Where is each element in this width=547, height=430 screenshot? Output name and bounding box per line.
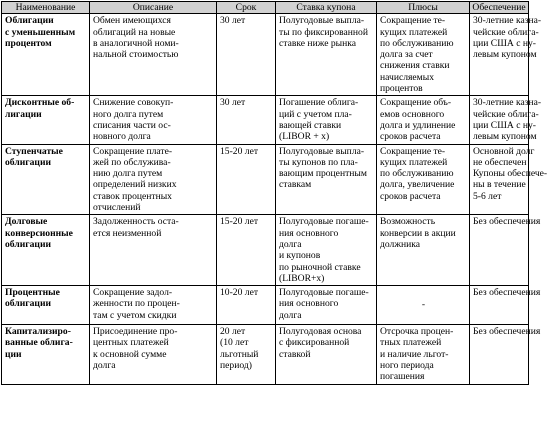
cell-line: - xyxy=(421,299,426,311)
cell-line: (10 лет xyxy=(220,337,249,349)
cell-term xyxy=(217,215,276,286)
cell-line: 30-летние казна- xyxy=(473,97,542,109)
cell-line: долга за счет xyxy=(380,49,433,61)
cell-line: долга xyxy=(93,360,116,372)
cell-line: ставкой xyxy=(279,348,311,360)
cell-line: льготный xyxy=(220,348,259,360)
cell-coupon xyxy=(276,14,377,96)
cell-line: чейские облига- xyxy=(473,26,539,38)
cell-line: нальной стоимостью xyxy=(93,49,179,61)
cell-line: Возможность xyxy=(380,216,436,228)
cell-line: и купонов xyxy=(279,250,321,262)
table-row xyxy=(2,144,529,215)
cell-line: определений низких xyxy=(93,179,177,191)
cell-line: ния основного xyxy=(279,298,339,310)
cell-term xyxy=(217,96,276,144)
cell-pros xyxy=(377,286,470,325)
cell-line: левым купоном xyxy=(473,131,537,143)
cell-line: Полугодовые погаше- xyxy=(279,287,369,299)
cell-line: по рыночной ставке xyxy=(279,261,361,273)
cell-line: 15-20 лет xyxy=(220,216,259,228)
cell-line: по обслуживанию xyxy=(380,37,454,49)
cell-line: ции США с ну- xyxy=(473,119,536,131)
cell-line: Облигации xyxy=(5,15,54,27)
cell-line: по обслуживанию xyxy=(380,168,454,180)
cell-line: ставкам xyxy=(279,179,312,191)
cell-security xyxy=(470,215,541,286)
cell-line: облигации xyxy=(5,238,52,250)
cell-line: ванные облига- xyxy=(5,337,73,349)
cell-line: конверсионные xyxy=(5,227,73,239)
header-name: Наименование xyxy=(2,2,90,14)
cell-term xyxy=(217,14,276,96)
cell-line: вающим процентным xyxy=(279,168,367,180)
cell-line: Ступенчатые xyxy=(5,145,63,157)
cell-line: 30 лет xyxy=(220,97,246,109)
cell-line: там с учетом скидки xyxy=(93,309,177,321)
cell-description xyxy=(90,14,217,96)
cell-line: вающей ставки xyxy=(279,119,342,131)
cell-pros xyxy=(377,96,470,144)
cell-line: облигации xyxy=(5,298,52,310)
cell-line: отчислений xyxy=(93,202,141,214)
cell-pros xyxy=(377,14,470,96)
cell-line: жей по обслужива- xyxy=(93,156,171,168)
cell-line: ния основного xyxy=(279,227,339,239)
cell-security xyxy=(470,96,542,144)
cell-description xyxy=(90,286,217,325)
cell-line: Погашение облига- xyxy=(279,97,359,109)
cell-line: Купоны обеспече- xyxy=(473,168,547,180)
cell-line: 20 лет xyxy=(220,326,246,338)
cell-line: тных платежей xyxy=(380,337,442,349)
cell-line: Сокращение плате- xyxy=(93,145,173,157)
cell-line: ции xyxy=(5,348,22,360)
cell-line: ного долга путем xyxy=(93,108,164,120)
header-term: Срок xyxy=(217,2,276,14)
cell-line: кущих платежей xyxy=(380,156,448,168)
cell-description xyxy=(90,96,217,144)
cell-name xyxy=(2,286,90,325)
cell-line: ций с учетом пла- xyxy=(279,108,352,120)
cell-line: кущих платежей xyxy=(380,26,448,38)
cell-line: Дисконтные об- xyxy=(5,97,75,109)
bond-comparison-table xyxy=(1,1,547,385)
cell-line: лигации xyxy=(5,108,42,120)
cell-security xyxy=(470,286,541,325)
cell-line: не обеспечен xyxy=(473,156,527,168)
cell-line: с уменьшенным xyxy=(5,26,76,38)
cell-line: долга, увеличение xyxy=(380,179,455,191)
cell-line: (LIBOR+x) xyxy=(279,272,325,284)
cell-line: списания части ос- xyxy=(93,119,171,131)
cell-coupon xyxy=(276,96,377,144)
cell-line: должника xyxy=(380,238,421,250)
cell-coupon xyxy=(276,215,377,286)
cell-line: Процентные xyxy=(5,287,60,299)
cell-line: снижения ставки xyxy=(380,60,450,72)
cell-line: Полугодовые выпла- xyxy=(279,145,365,157)
cell-line: 30-летние казна- xyxy=(473,15,542,27)
cell-line: новного долга xyxy=(93,131,151,143)
cell-line: Капитализиро- xyxy=(5,326,71,338)
cell-description xyxy=(90,325,217,384)
cell-line: ции США с ну- xyxy=(473,37,536,49)
cell-line: ты по фиксированной xyxy=(279,26,368,38)
cell-line: в аналогичной номи- xyxy=(93,37,179,49)
cell-line: ставке ниже рынка xyxy=(279,37,357,49)
cell-line: 10-20 лет xyxy=(220,287,259,299)
cell-line: Полугодовая основа xyxy=(279,326,362,338)
cell-line: Основной долг xyxy=(473,145,535,157)
cell-line: женности по процен- xyxy=(93,298,180,310)
cell-line: Без обеспечения xyxy=(473,287,541,299)
cell-line: емов основного xyxy=(380,108,445,120)
cell-security xyxy=(470,14,542,96)
cell-coupon xyxy=(276,325,377,384)
cell-pros xyxy=(377,215,470,286)
cell-line: Сокращение те- xyxy=(380,145,446,157)
cell-line: Снижение совокуп- xyxy=(93,97,174,109)
cell-line: Обмен имеющихся xyxy=(93,15,171,27)
header-security: Обеспечение xyxy=(470,2,529,14)
cell-line: (LIBOR + x) xyxy=(279,131,330,143)
cell-name xyxy=(2,325,90,384)
cell-line: Отсрочка процен- xyxy=(380,326,454,338)
cell-line: облигаций на новые xyxy=(93,26,176,38)
cell-line: процентов xyxy=(380,83,423,95)
cell-line: Сокращение объ- xyxy=(380,97,452,109)
header-coupon: Ставка купона xyxy=(276,2,377,14)
cell-line: Без обеспечения xyxy=(473,326,541,338)
cell-line: процентом xyxy=(5,37,52,49)
cell-name xyxy=(2,215,90,286)
cell-line: ты купонов по пла- xyxy=(279,156,358,168)
cell-line: погашения xyxy=(380,371,425,383)
table-row xyxy=(2,96,529,144)
cell-line: конверсии в акции xyxy=(380,227,456,239)
cell-line: долга и удлинение xyxy=(380,119,456,131)
table-row xyxy=(2,215,529,286)
cell-name xyxy=(2,96,90,144)
cell-line: ется неизменной xyxy=(93,227,162,239)
table-row xyxy=(2,286,529,325)
cell-line: ставок процентных xyxy=(93,190,172,202)
cell-line: нию долга путем xyxy=(93,168,163,180)
cell-term xyxy=(217,286,276,325)
cell-name xyxy=(2,14,90,96)
cell-line: Без обеспечения xyxy=(473,216,541,228)
cell-security xyxy=(470,144,547,215)
cell-line: центных платежей xyxy=(93,337,169,349)
cell-line: ного периода xyxy=(380,360,434,372)
cell-line: Полугодовые выпла- xyxy=(279,15,365,27)
header-row xyxy=(2,2,529,14)
cell-line: период) xyxy=(220,360,252,372)
cell-coupon xyxy=(276,286,377,325)
cell-pros xyxy=(377,144,470,215)
cell-line: сроков расчета xyxy=(380,131,441,143)
cell-line: левым купоном xyxy=(473,49,537,61)
cell-line: сроков расчета xyxy=(380,190,441,202)
cell-line: долга xyxy=(279,309,302,321)
cell-line: Долговые xyxy=(5,216,48,228)
cell-line: Присоединение про- xyxy=(93,326,178,338)
cell-line: Задолженность оста- xyxy=(93,216,179,228)
cell-line: начисляемых xyxy=(380,71,434,83)
cell-name xyxy=(2,144,90,215)
cell-security xyxy=(470,325,541,384)
cell-line: Сокращение задол- xyxy=(93,287,173,299)
cell-line: к основной сумме xyxy=(93,348,167,360)
cell-line: 5-6 лет xyxy=(473,190,502,202)
cell-line: чейские облига- xyxy=(473,108,539,120)
cell-description xyxy=(90,144,217,215)
cell-line: Сокращение те- xyxy=(380,15,446,27)
cell-term xyxy=(217,325,276,384)
table-row xyxy=(2,14,529,96)
cell-pros xyxy=(377,325,470,384)
table-row xyxy=(2,325,529,384)
cell-coupon xyxy=(276,144,377,215)
cell-line: ны в течение xyxy=(473,179,526,191)
cell-line: и наличие льгот- xyxy=(380,348,449,360)
header-description: Описание xyxy=(90,2,217,14)
cell-line: 15-20 лет xyxy=(220,145,259,157)
cell-line: с фиксированной xyxy=(279,337,350,349)
cell-line: 30 лет xyxy=(220,15,246,27)
cell-term xyxy=(217,144,276,215)
cell-description xyxy=(90,215,217,286)
cell-line: долга xyxy=(279,238,302,250)
cell-line: Полугодовые погаше- xyxy=(279,216,369,228)
cell-line: облигации xyxy=(5,156,52,168)
header-pros: Плюсы xyxy=(377,2,470,14)
